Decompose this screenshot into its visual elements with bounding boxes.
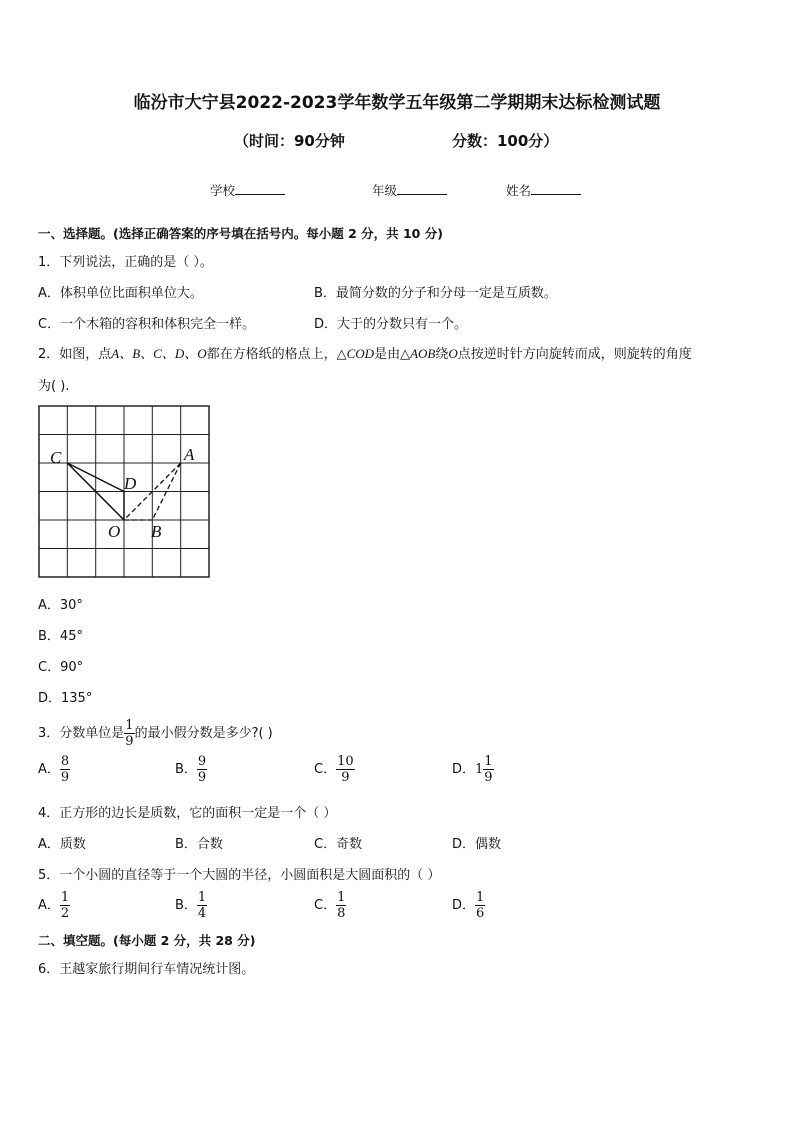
option-fraction <box>336 890 346 921</box>
q1-option-a: A．体积单位比面积单位大。 <box>38 286 203 301</box>
fraction-denominator: 9 <box>341 770 350 785</box>
option-label: A． <box>38 762 60 777</box>
fraction-numerator: 1 <box>60 890 70 905</box>
section1-heading: 一、选择题。(选择正确答案的序号填在括号内。每小题 2 分，共 10 分) <box>38 226 443 241</box>
q3-option-b <box>175 754 207 785</box>
page-title: 临汾市大宁县2022-2023学年数学五年级第二学期期末达标检测试题 <box>133 93 661 113</box>
q2-stem-part: 是由△ <box>374 347 411 362</box>
fraction-denominator: 6 <box>476 906 485 921</box>
option-label: D． <box>452 898 476 913</box>
option-fraction <box>60 754 70 785</box>
q3-option-a <box>38 754 70 785</box>
q2-stem-part: 2．如图，点 <box>38 347 112 362</box>
fraction-numerator: 1 <box>484 754 493 769</box>
grade-blank <box>397 182 447 195</box>
fraction-denominator: 9 <box>484 770 493 785</box>
q2-point-o: O <box>448 346 458 361</box>
q1-stem: 1．下列说法，正确的是（ ）。 <box>38 255 213 270</box>
q2-grid-figure <box>38 405 210 578</box>
q1-option-d: D．大于的分数只有一个。 <box>314 317 468 332</box>
fraction-numerator: 8 <box>60 754 70 769</box>
q4-option-d: D．偶数 <box>452 837 502 852</box>
q2-triangle-cod: COD <box>346 346 375 361</box>
q2-option-d: D．135° <box>38 691 93 706</box>
fraction-numerator: 1 <box>197 890 207 905</box>
q2-option-c: C．90° <box>38 660 84 675</box>
q2-stem-part: 都在方格纸的格点上，△ <box>206 347 347 362</box>
fraction-numerator: 1 <box>476 890 485 905</box>
q2-triangle-aob: AOB <box>410 346 436 361</box>
section2-heading: 二、填空题。(每小题 2 分，共 28 分) <box>38 933 256 948</box>
q3-stem <box>38 718 273 749</box>
label-c: C <box>50 448 62 467</box>
q1-option-c: C．一个木箱的容积和体积完全一样。 <box>38 317 256 332</box>
fraction-denominator: 8 <box>337 906 346 921</box>
q5-option-c <box>314 890 346 921</box>
fraction-denominator: 9 <box>125 734 134 749</box>
mixed-whole: 1 <box>475 762 484 777</box>
fraction-numerator: 1 <box>337 890 346 905</box>
school-field <box>210 181 285 199</box>
school-label: 学校 <box>210 183 236 198</box>
option-label: B． <box>175 762 197 777</box>
q5-option-b <box>175 890 207 921</box>
q2-points: A、B、C、D、O <box>111 346 207 361</box>
q4-option-b: B．合数 <box>175 837 223 852</box>
option-label: D． <box>452 762 476 777</box>
q3-stem-part: 的最小假分数是多少?( ) <box>134 726 273 741</box>
q5-option-a <box>38 890 70 921</box>
q5-option-d <box>452 890 485 921</box>
option-label: C． <box>314 898 337 913</box>
exam-score: 分数：100分） <box>452 132 559 150</box>
fraction-denominator: 4 <box>197 906 207 921</box>
q3-stem-part: 3．分数单位是 <box>38 726 125 741</box>
q4-option-a: A．质数 <box>38 837 86 852</box>
fraction-denominator: 9 <box>197 770 207 785</box>
q2-option-a: A．30° <box>38 598 83 613</box>
fraction-numerator: 9 <box>197 754 207 769</box>
name-blank <box>531 182 581 195</box>
q2-stem-line2: 为( ). <box>38 379 70 394</box>
grade-label: 年级 <box>372 183 398 198</box>
school-blank <box>235 182 285 195</box>
q2-option-b: B．45° <box>38 629 83 644</box>
q4-stem: 4．正方形的边长是质数，它的面积一定是一个（ ） <box>38 806 337 821</box>
q3-unit-fraction <box>124 718 134 749</box>
option-fraction <box>197 890 207 921</box>
option-fraction <box>475 890 485 921</box>
option-label: A． <box>38 898 60 913</box>
option-fraction <box>336 754 355 785</box>
q6-stem: 6．王越家旅行期间行车情况统计图。 <box>38 962 255 977</box>
option-label: B． <box>175 898 197 913</box>
fraction-numerator: 10 <box>337 754 354 769</box>
q3-option-d <box>452 754 494 785</box>
grade-field <box>372 181 447 199</box>
option-fraction <box>483 754 493 785</box>
name-label: 姓名 <box>506 183 532 198</box>
q4-option-c: C．奇数 <box>314 837 363 852</box>
label-o: O <box>108 522 121 541</box>
q2-stem-part: 绕 <box>435 347 449 362</box>
label-a: A <box>184 445 195 464</box>
exam-time: （时间：90分钟 <box>234 132 345 150</box>
fraction-numerator: 1 <box>125 718 134 733</box>
name-field <box>506 181 581 199</box>
option-label: C． <box>314 762 337 777</box>
option-fraction <box>60 890 70 921</box>
q5-stem: 5．一个小圆的直径等于一个大圆的半径，小圆面积是大圆面积的（ ） <box>38 868 441 883</box>
option-fraction <box>197 754 207 785</box>
label-d: D <box>124 474 137 493</box>
fraction-denominator: 2 <box>60 906 70 921</box>
q2-stem-part: 点按逆时针方向旋转而成，则旋转的角度 <box>457 347 692 362</box>
q2-stem <box>38 343 692 362</box>
q1-option-b: B．最简分数的分子和分母一定是互质数。 <box>314 286 557 301</box>
q3-option-c <box>314 754 355 785</box>
fraction-denominator: 9 <box>60 770 70 785</box>
label-b: B <box>151 522 162 541</box>
